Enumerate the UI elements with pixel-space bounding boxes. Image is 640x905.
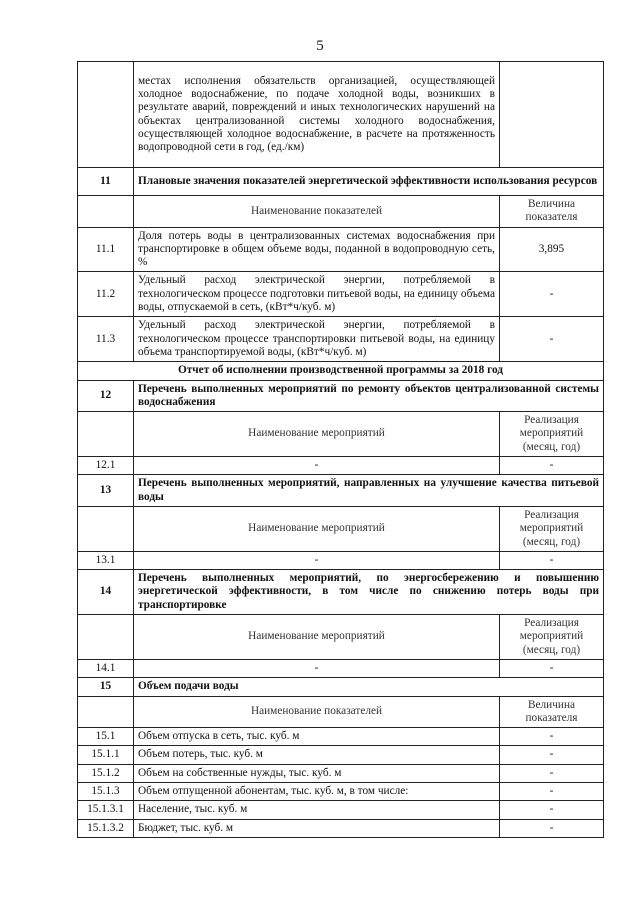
table-row: [78, 819, 604, 837]
indicator-text: Объем потерь, тыс. куб. м: [134, 746, 500, 764]
row-number: 11.2: [78, 272, 134, 317]
table-row: [78, 62, 604, 168]
column-header-name: Наименование мероприятий: [134, 615, 500, 660]
table-row: [78, 227, 604, 272]
row-number: 11.3: [78, 317, 134, 362]
report-title: Отчет об исполнении производственной программы за 2018 год: [78, 362, 604, 380]
row-number: 14.1: [78, 659, 134, 677]
column-header-value: Реализация мероприятий (месяц, год): [500, 506, 604, 551]
table-row: [78, 801, 604, 819]
indicator-value: -: [500, 819, 604, 837]
measure-text: -: [134, 457, 500, 475]
section-header-row: [78, 475, 604, 507]
column-header-value: Реализация мероприятий (месяц, год): [500, 615, 604, 660]
indicator-value: -: [500, 746, 604, 764]
section-title: Перечень выполненных мероприятий, направленных на улучшение качества питьевой воды: [134, 475, 604, 507]
measure-date: -: [500, 659, 604, 677]
indicator-text: Доля потерь воды в централизованных системах водоснабжения при транспортировке в общем объеме воды, поданной в водопроводную сеть, %: [134, 227, 500, 272]
row-number-cell: [78, 62, 134, 168]
indicator-text: Бюджет, тыс. куб. м: [134, 819, 500, 837]
section-title: Перечень выполненных мероприятий, по энергосбережению и повышению энергетической эффективности, в том числе по снижению потерь воды при транспортировке: [134, 570, 604, 615]
section-number: 12: [78, 380, 134, 412]
table-row: [78, 764, 604, 782]
column-header-value: Реализация мероприятий (месяц, год): [500, 412, 604, 457]
indicator-text: Объем отпуска в сеть, тыс. куб. м: [134, 728, 500, 746]
row-number: 15.1.1: [78, 746, 134, 764]
indicator-text: местах исполнения обязательств организацией, осуществляющей холодное водоснабжение, по подаче холодной воды, возникших в результате аварий, повреждений и иных технологических нарушений на объектах централизованной системы холодного водоснабжения, осуществляющей холодное водоснабжение, в расчете на протяженность водопроводной сети в год, (ед./км): [134, 62, 500, 168]
page-number: 5: [316, 38, 324, 54]
column-header-row: [78, 615, 604, 660]
indicator-value: -: [500, 764, 604, 782]
column-header-row: [78, 196, 604, 228]
section-title: Плановые значения показателей энергетической эффективности использования ресурсов: [134, 168, 604, 196]
indicators-table: [77, 61, 604, 838]
table-row: [78, 272, 604, 317]
section-title: Объем подачи воды: [134, 678, 604, 696]
column-header-value: Величина показателя: [500, 196, 604, 228]
table-row: [78, 746, 604, 764]
row-number: 11.1: [78, 227, 134, 272]
measure-text: -: [134, 551, 500, 569]
indicator-value: -: [500, 782, 604, 800]
section-title: Перечень выполненных мероприятий по ремонту объектов централизованной системы водоснабжения: [134, 380, 604, 412]
row-number: 15.1.3.1: [78, 801, 134, 819]
indicator-value: -: [500, 728, 604, 746]
section-header-row: [78, 678, 604, 696]
row-number: 15.1.3.2: [78, 819, 134, 837]
section-header-row: [78, 168, 604, 196]
indicator-text: Объем отпущенной абонентам, тыс. куб. м, в том числе:: [134, 782, 500, 800]
indicator-text: Удельный расход электрической энергии, потребляемой в технологическом процессе подготовки питьевой воды, на единицу объема воды, отпускаемой в сеть, (кВт*ч/куб. м): [134, 272, 500, 317]
column-header-row: [78, 506, 604, 551]
row-number: 15.1.2: [78, 764, 134, 782]
indicator-value: -: [500, 317, 604, 362]
row-number: 15.1.3: [78, 782, 134, 800]
row-number: 12.1: [78, 457, 134, 475]
table-row: [78, 782, 604, 800]
column-header-name: Наименование показателей: [134, 196, 500, 228]
table-row: [78, 728, 604, 746]
column-header-name: Наименование мероприятий: [134, 412, 500, 457]
indicator-value: [500, 62, 604, 168]
section-header-row: [78, 570, 604, 615]
indicator-value: -: [500, 272, 604, 317]
measure-date: -: [500, 551, 604, 569]
indicator-text: Объем на собственные нужды, тыс. куб. м: [134, 764, 500, 782]
indicator-text: Удельный расход электрической энергии, потребляемой в технологическом процессе транспортировки питьевой воды, на единицу объема транспортируемой воды, (кВт*ч/куб. м): [134, 317, 500, 362]
indicator-value: -: [500, 801, 604, 819]
table-row: [78, 551, 604, 569]
section-number: 13: [78, 475, 134, 507]
column-header-row: [78, 696, 604, 728]
measure-date: -: [500, 457, 604, 475]
table-row: [78, 659, 604, 677]
measure-text: -: [134, 659, 500, 677]
indicator-text: Население, тыс. куб. м: [134, 801, 500, 819]
column-header-value: Величина показателя: [500, 696, 604, 728]
column-header-name: Наименование показателей: [134, 696, 500, 728]
indicator-value: 3,895: [500, 227, 604, 272]
section-number: 11: [78, 168, 134, 196]
column-header-name: Наименование мероприятий: [134, 506, 500, 551]
row-number: 13.1: [78, 551, 134, 569]
section-number: 14: [78, 570, 134, 615]
table-row: [78, 317, 604, 362]
table-row: [78, 457, 604, 475]
report-title-row: [78, 362, 604, 380]
section-header-row: [78, 380, 604, 412]
section-number: 15: [78, 678, 134, 696]
column-header-row: [78, 412, 604, 457]
row-number: 15.1: [78, 728, 134, 746]
